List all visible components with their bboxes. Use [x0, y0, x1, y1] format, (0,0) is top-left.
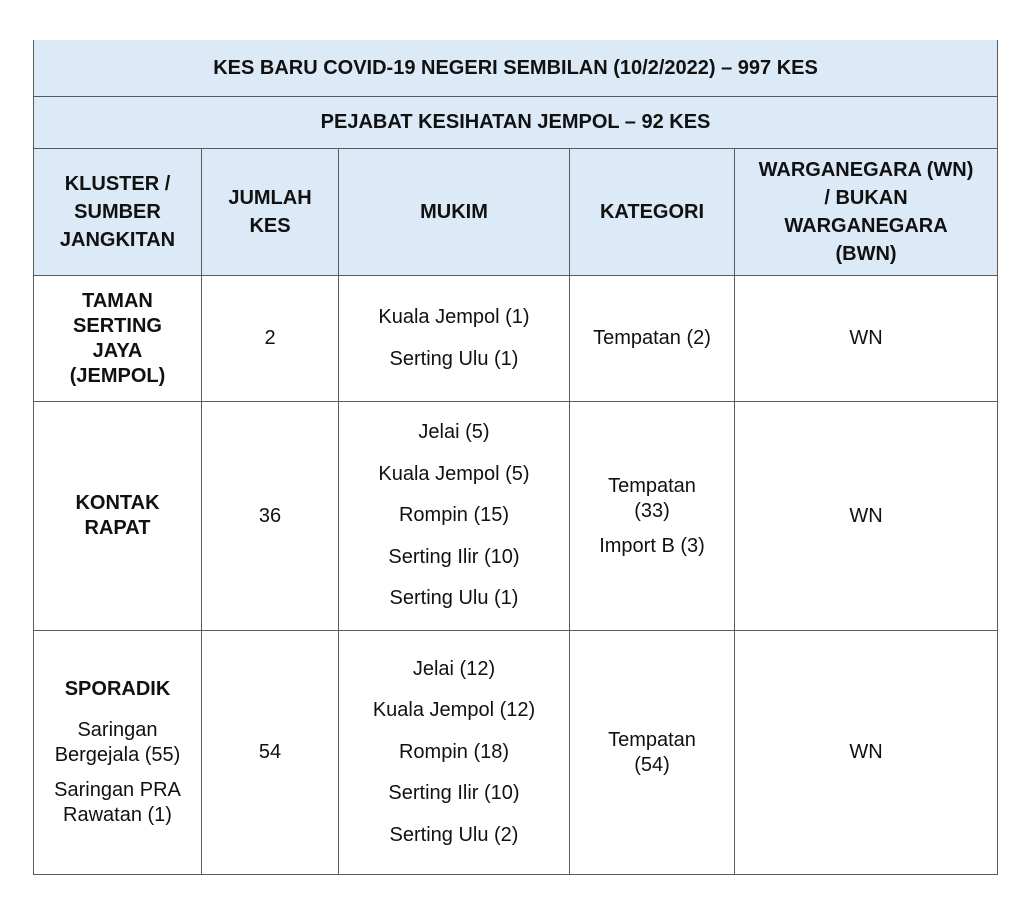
kategori-item: Import B (3) [599, 534, 705, 557]
kluster-line: (JEMPOL) [69, 364, 166, 387]
kluster-line: KONTAK [75, 492, 160, 514]
wn-cell: WN [735, 402, 998, 631]
kluster-title: SPORADIK [64, 678, 171, 700]
mukim-item: Kuala Jempol (5) [378, 462, 530, 485]
kategori-cell [570, 276, 735, 402]
header-mukim: MUKIM [339, 149, 570, 276]
kategori-item: Tempatan [608, 728, 696, 751]
kluster-cell [34, 402, 202, 631]
mukim-item: Rompin (15) [398, 504, 510, 527]
kategori-item: Tempatan [608, 474, 696, 497]
kluster-sub-line: Saringan [77, 719, 158, 741]
mukim-item: Serting Ulu (2) [389, 823, 519, 846]
table-title: KES BARU COVID-19 NEGERI SEMBILAN (10/2/2022) – 997 KES [34, 40, 998, 97]
header-wn-line: / BUKAN [824, 187, 908, 209]
title-row [34, 40, 998, 97]
wn-cell: WN [735, 631, 998, 875]
mukim-item: Serting Ulu (1) [389, 347, 519, 370]
header-jumlah [202, 149, 339, 276]
mukim-item: Serting Ilir (10) [388, 782, 520, 805]
jumlah-cell: 2 [202, 276, 339, 402]
mukim-cell [339, 402, 570, 631]
header-warganegara [735, 149, 998, 276]
kategori-cell [570, 402, 735, 631]
header-jumlah-line: JUMLAH [228, 187, 312, 209]
kluster-sub-line: Rawatan (1) [63, 804, 172, 826]
kluster-line: RAPAT [84, 517, 151, 539]
header-kluster-line: JANGKITAN [59, 229, 176, 251]
kategori-cell [570, 631, 735, 875]
header-kluster-line: SUMBER [74, 201, 161, 223]
subtitle-row [34, 97, 998, 149]
covid-cases-table [33, 40, 998, 875]
mukim-item: Jelai (12) [412, 657, 496, 680]
header-kategori: KATEGORI [570, 149, 735, 276]
table-row [34, 276, 998, 402]
mukim-cell [339, 631, 570, 875]
kategori-item: (33) [634, 499, 670, 522]
header-row [34, 149, 998, 276]
kategori-item: (54) [634, 753, 670, 776]
mukim-item: Serting Ulu (1) [389, 587, 519, 610]
kluster-line: TAMAN [82, 289, 153, 312]
mukim-cell [339, 276, 570, 402]
kluster-cell [34, 276, 202, 402]
mukim-item: Rompin (18) [398, 740, 510, 763]
header-kluster [34, 149, 202, 276]
table-row [34, 631, 998, 875]
kluster-sub-line: Saringan PRA [54, 779, 181, 801]
jumlah-cell: 54 [202, 631, 339, 875]
header-jumlah-line: KES [249, 215, 291, 237]
kluster-sub-line: Bergejala (55) [54, 744, 181, 766]
table-row [34, 402, 998, 631]
header-kluster-line: KLUSTER / [64, 173, 171, 195]
wn-cell: WN [735, 276, 998, 402]
jumlah-cell: 36 [202, 402, 339, 631]
header-wn-line: (BWN) [835, 243, 897, 265]
mukim-item: Kuala Jempol (12) [372, 699, 536, 722]
kluster-line: SERTING [73, 314, 162, 337]
kategori-item: Tempatan (2) [593, 327, 711, 349]
header-wn-line: WARGANEGARA (WN) [758, 159, 974, 181]
kluster-cell [34, 631, 202, 875]
mukim-item: Jelai (5) [418, 421, 490, 444]
table-subtitle: PEJABAT KESIHATAN JEMPOL – 92 KES [34, 97, 998, 149]
mukim-item: Kuala Jempol (1) [378, 306, 530, 328]
mukim-item: Serting Ilir (10) [388, 545, 520, 568]
kluster-line: JAYA [92, 339, 143, 362]
header-wn-line: WARGANEGARA [784, 215, 948, 237]
